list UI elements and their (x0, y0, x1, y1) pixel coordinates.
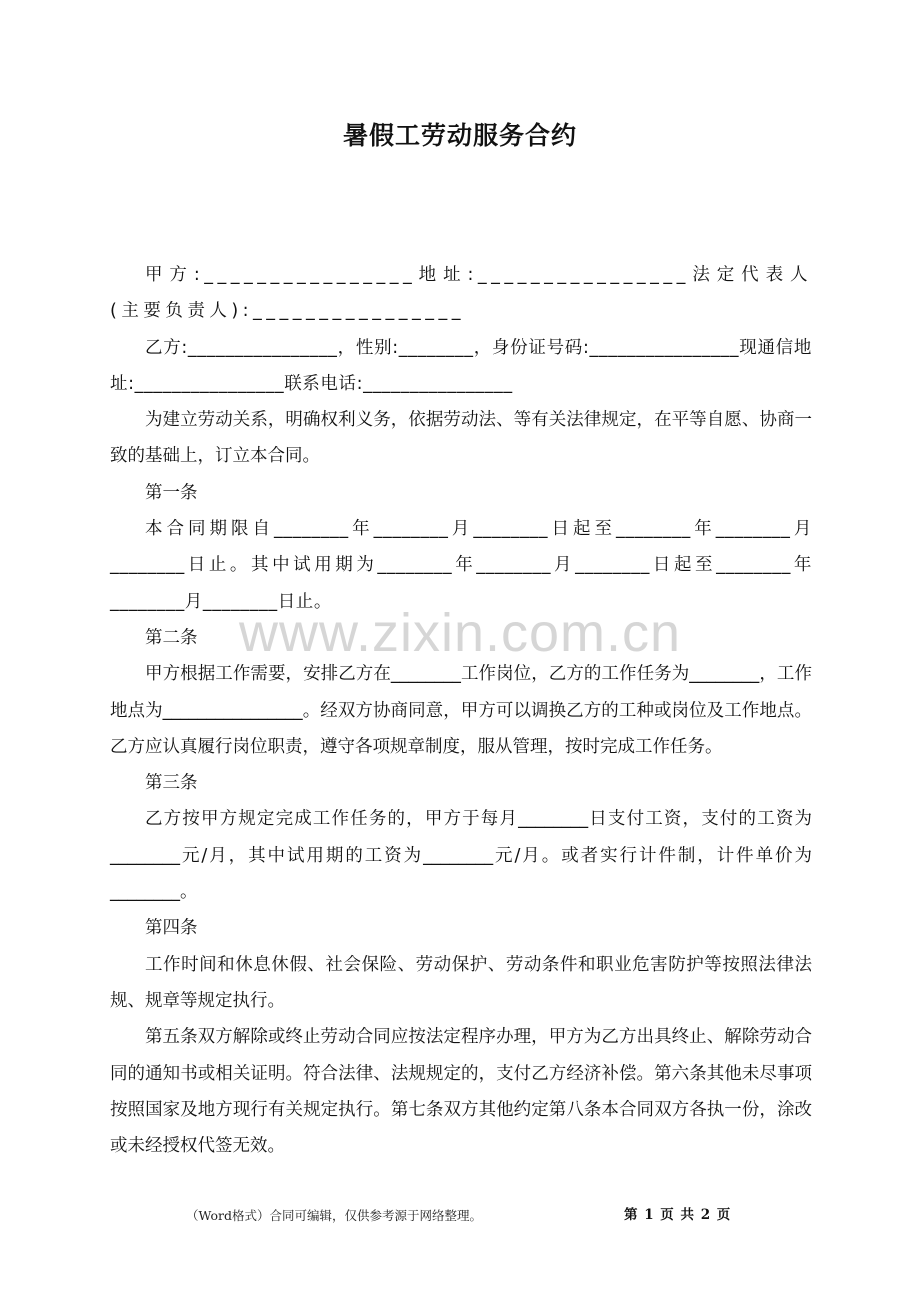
articles-5-to-8-paragraph: 第五条双方解除或终止劳动合同应按法定程序办理，甲方为乙方出具终止、解除劳动合同的通知书或相关证明。符合法律、法规规定的，支付乙方经济补偿。第六条其他未尽事项按照国家及地方现行有关规定执行。第七条双方其他约定第八条本合同双方各执一份，涂改或未经授权代签无效。 (110, 1027, 812, 1157)
preamble-paragraph: 为建立劳动关系，明确权利义务，依据劳动法、等有关法律规定，在平等自愿、协商一致的基础上，订立本合同。 (110, 410, 812, 467)
page-number: 第 1 页 共 2 页 (624, 1207, 732, 1223)
article-2-heading: 第二条 (145, 627, 198, 648)
article-1-paragraph: 本合同期限自________年________月________日起至________年________月________日止。其中试用期为________年________月________日起至________年________月________日止。 (110, 519, 812, 612)
article-4-heading: 第四条 (145, 918, 198, 939)
footer-note: （Word格式）合同可编辑，仅供参考源于网络整理。 (186, 1208, 483, 1223)
article-3-heading: 第三条 (145, 773, 198, 794)
party-a-paragraph: 甲方:________________地址:________________法定代表人(主要负责人):________________ (110, 265, 812, 322)
article-2-paragraph: 甲方根据工作需要，安排乙方在________工作岗位，乙方的工作任务为________，工作地点为________________。经双方协商同意，甲方可以调换乙方的工种或岗位及工作地点。乙方应认真履行岗位职责，遵守各项规章制度，服从管理，按时完成工作任务。 (110, 664, 812, 757)
document-body (110, 257, 812, 1164)
article-1-heading: 第一条 (145, 482, 198, 503)
document-title: 暑假工劳动服务合约 (342, 121, 577, 150)
article-3-paragraph: 乙方按甲方规定完成工作任务的，甲方于每月________日支付工资，支付的工资为________元/月，其中试用期的工资为________元/月。或者实行计件制，计件单价为________。 (110, 809, 812, 903)
party-b-paragraph: 乙方:________________，性别:________，身份证号码:________________现通信地址:________________联系电话:________________ (110, 337, 812, 394)
watermark: www.zixin.com.cn (238, 603, 682, 663)
article-4-paragraph: 工作时间和休息休假、社会保险、劳动保护、劳动条件和职业危害防护等按照法律法规、规章等规定执行。 (110, 954, 812, 1011)
